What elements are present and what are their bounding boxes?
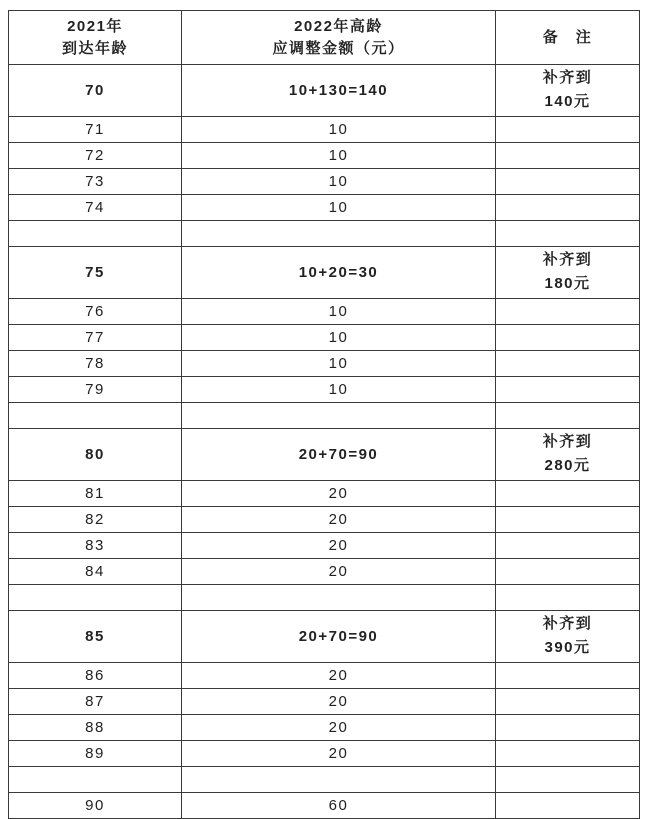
note-line1: 补齐到: [542, 251, 593, 268]
age-cell: 85: [9, 611, 182, 663]
age-cell: 84: [9, 559, 182, 585]
table-row: [9, 325, 640, 351]
age-cell: 76: [9, 299, 182, 325]
amount-cell: 20: [182, 507, 496, 533]
note-cell: [496, 559, 640, 585]
empty-cell: [182, 403, 496, 429]
blank-row: [9, 585, 640, 611]
age-cell: 81: [9, 481, 182, 507]
empty-cell: [182, 585, 496, 611]
header-amount: [182, 11, 496, 65]
header-row: [9, 11, 640, 65]
age-cell: 89: [9, 741, 182, 767]
empty-cell: [182, 221, 496, 247]
group-row: [9, 611, 640, 663]
table-row: [9, 143, 640, 169]
table-row: [9, 377, 640, 403]
amount-cell: 20+70=90: [182, 429, 496, 481]
empty-cell: [496, 403, 640, 429]
age-cell: 74: [9, 195, 182, 221]
amount-cell: 10: [182, 169, 496, 195]
amount-cell: 20: [182, 481, 496, 507]
note-cell: [496, 65, 640, 117]
age-cell: 78: [9, 351, 182, 377]
header-age-line2: 到达年龄: [61, 39, 128, 57]
amount-cell: 20: [182, 533, 496, 559]
note-line1: 补齐到: [542, 615, 593, 632]
header-note: 备 注: [496, 11, 640, 65]
note-cell: [496, 325, 640, 351]
amount-cell: 10: [182, 195, 496, 221]
age-cell: 77: [9, 325, 182, 351]
amount-cell: 20: [182, 689, 496, 715]
amount-cell: 20+70=90: [182, 611, 496, 663]
note-cell: [496, 351, 640, 377]
empty-cell: [9, 403, 182, 429]
table-row: [9, 533, 640, 559]
amount-cell: 10: [182, 325, 496, 351]
note-line1: 补齐到: [542, 69, 593, 86]
note-cell: [496, 611, 640, 663]
table-row: [9, 481, 640, 507]
empty-cell: [496, 767, 640, 793]
age-cell: 82: [9, 507, 182, 533]
empty-cell: [496, 221, 640, 247]
note-cell: [496, 741, 640, 767]
note-cell: [496, 169, 640, 195]
note-line2: 140元: [544, 93, 591, 110]
note-line2: 280元: [544, 457, 591, 474]
group-row: [9, 247, 640, 299]
table-row: [9, 351, 640, 377]
note-line2: 390元: [544, 639, 591, 656]
group-row: [9, 65, 640, 117]
table-row: [9, 663, 640, 689]
table-row: [9, 793, 640, 819]
empty-cell: [9, 767, 182, 793]
blank-row: [9, 221, 640, 247]
note-line2: 180元: [544, 275, 591, 292]
amount-cell: 10+20=30: [182, 247, 496, 299]
table-row: [9, 117, 640, 143]
table-row: [9, 195, 640, 221]
age-adjustment-table: [8, 10, 640, 819]
note-cell: [496, 117, 640, 143]
age-cell: 90: [9, 793, 182, 819]
table-row: [9, 169, 640, 195]
table-row: [9, 689, 640, 715]
blank-row: [9, 767, 640, 793]
table-row: [9, 715, 640, 741]
note-cell: [496, 429, 640, 481]
empty-cell: [9, 585, 182, 611]
age-cell: 87: [9, 689, 182, 715]
note-cell: [496, 793, 640, 819]
age-cell: 72: [9, 143, 182, 169]
note-cell: [496, 377, 640, 403]
amount-cell: 60: [182, 793, 496, 819]
table-row: [9, 299, 640, 325]
amount-cell: 20: [182, 741, 496, 767]
note-cell: [496, 247, 640, 299]
header-age: [9, 11, 182, 65]
empty-cell: [182, 767, 496, 793]
note-cell: [496, 481, 640, 507]
note-line1: 补齐到: [542, 433, 593, 450]
table-row: [9, 559, 640, 585]
note-cell: [496, 195, 640, 221]
note-cell: [496, 663, 640, 689]
table-row: [9, 507, 640, 533]
header-amount-line1: 2022年高龄: [294, 17, 383, 35]
amount-cell: 10: [182, 143, 496, 169]
group-row: [9, 429, 640, 481]
note-cell: [496, 507, 640, 533]
age-cell: 88: [9, 715, 182, 741]
age-cell: 86: [9, 663, 182, 689]
amount-cell: 10: [182, 117, 496, 143]
note-cell: [496, 143, 640, 169]
amount-cell: 20: [182, 663, 496, 689]
age-cell: 73: [9, 169, 182, 195]
note-cell: [496, 533, 640, 559]
age-cell: 75: [9, 247, 182, 299]
header-amount-line2: 应调整金额（元）: [272, 39, 405, 57]
blank-row: [9, 403, 640, 429]
age-cell: 79: [9, 377, 182, 403]
amount-cell: 10: [182, 299, 496, 325]
table-row: [9, 741, 640, 767]
age-cell: 71: [9, 117, 182, 143]
note-cell: [496, 299, 640, 325]
note-cell: [496, 715, 640, 741]
amount-cell: 20: [182, 559, 496, 585]
age-cell: 80: [9, 429, 182, 481]
amount-cell: 10: [182, 351, 496, 377]
note-cell: [496, 689, 640, 715]
amount-cell: 10: [182, 377, 496, 403]
age-cell: 70: [9, 65, 182, 117]
empty-cell: [496, 585, 640, 611]
header-age-line1: 2021年: [67, 17, 123, 35]
empty-cell: [9, 221, 182, 247]
amount-cell: 10+130=140: [182, 65, 496, 117]
amount-cell: 20: [182, 715, 496, 741]
age-cell: 83: [9, 533, 182, 559]
